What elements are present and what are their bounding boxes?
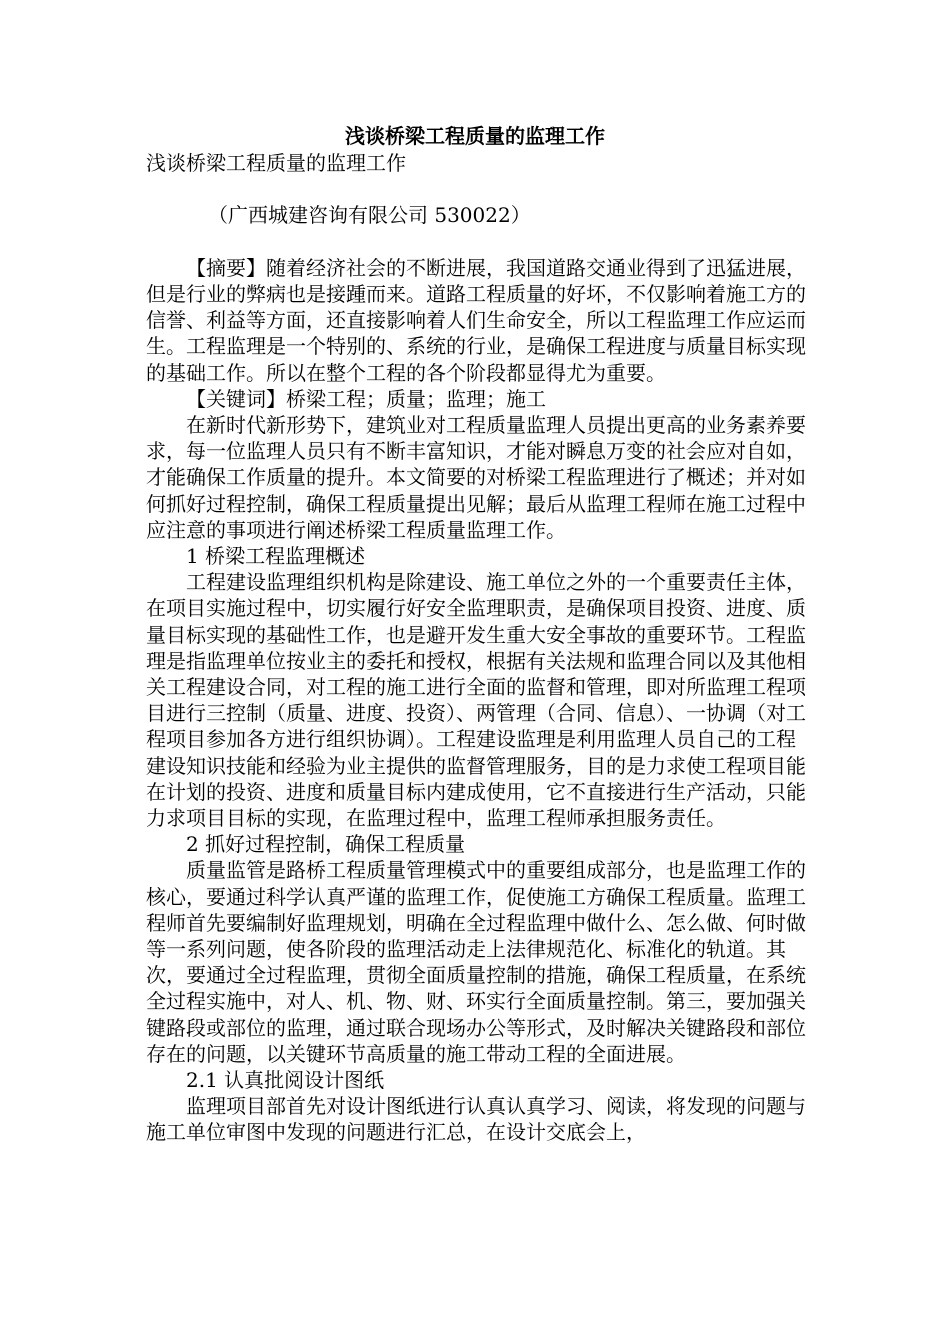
blank-line: [146, 229, 806, 255]
intro-paragraph: 在新时代新形势下，建筑业对工程质量监理人员提出更高的业务素养要求，每一位监理人员只有不断丰富知识，才能对瞬息万变的社会应对自如，才能确保工作质量的提升。本文简要的对桥梁工程监理进行了概述；并对如何抓好过程控制，确保工程质量提出见解；最后从监理工程师在施工过程中应注意的事项进行阐述桥梁工程质量监理工作。: [146, 413, 806, 542]
section-paragraph: 质量监管是路桥工程质量管理模式中的重要组成部分，也是监理工作的核心，要通过科学认真严谨的监理工作，促使施工方确保工程质量。监理工程师首先要编制好监理规划，明确在全过程监理中做什么、怎么做、何时做等一系列问题，使各阶段的监理活动走上法律规范化、标准化的轨道。其次，要通过全过程监理，贯彻全面质量控制的措施，确保工程质量，在系统全过程实施中，对人、机、物、财、环实行全面质量控制。第三，要加强关键路段或部位的监理，通过联合现场办公等形式，及时解决关键路段和部位存在的问题，以关键环节高质量的施工带动工程的全面进展。: [146, 858, 806, 1066]
subsection-paragraph: 监理项目部首先对设计图纸进行认真认真学习、阅读，将发现的问题与施工单位审图中发现的问题进行汇总，在设计交底会上，: [146, 1094, 806, 1145]
document-body: [146, 150, 806, 1146]
section-heading: 2 抓好过程控制，确保工程质量: [186, 832, 466, 857]
blank-line: [146, 176, 806, 202]
document-subtitle: 浅谈桥梁工程质量的监理工作: [146, 151, 406, 175]
section-paragraph: 工程建设监理组织机构是除建设、施工单位之外的一个重要责任主体，在项目实施过程中，切实履行好安全监理职责，是确保项目投资、进度、质量目标实现的基础性工作，也是避开发生重大安全事故的重要环节。工程监理是指监理单位按业主的委托和授权，根据有关法规和监理合同以及其他相关工程建设合同，对工程的施工进行全面的监督和管理，即对所监理工程项目进行三控制（质量、进度、投资）、两管理（合同、信息）、一协调（对工程项目参加各方进行组织协调）。工程建设监理是利用监理人员自己的工程建设知识技能和经验为业主提供的监督管理服务，目的是力求使工程项目能在计划的投资、进度和质量目标内建成使用，它不直接进行生产活动，只能力求项目目标的实现，在监理过程中，监理工程师承担服务责任。: [146, 570, 806, 831]
keywords-line: 【关键词】桥梁工程；质量；监理；施工: [186, 386, 546, 411]
author-affiliation: （广西城建咨询有限公司 530022）: [208, 203, 531, 228]
document-title: 浅谈桥梁工程质量的监理工作: [345, 124, 605, 148]
section-heading: 1 桥梁工程监理概述: [186, 544, 366, 569]
subsection-heading: 2.1 认真批阅设计图纸: [186, 1068, 385, 1093]
abstract-paragraph: 【摘要】随着经济社会的不断进展，我国道路交通业得到了迅猛进展，但是行业的弊病也是接踵而来。道路工程质量的好坏，不仅影响着施工方的信誉、利益等方面，还直接影响着人们生命安全，所以工程监理工作应运而生。工程监理是一个特别的、系统的行业，是确保工程进度与质量目标实现的基础工作。所以在整个工程的各个阶段都显得尤为重要。: [146, 255, 806, 385]
